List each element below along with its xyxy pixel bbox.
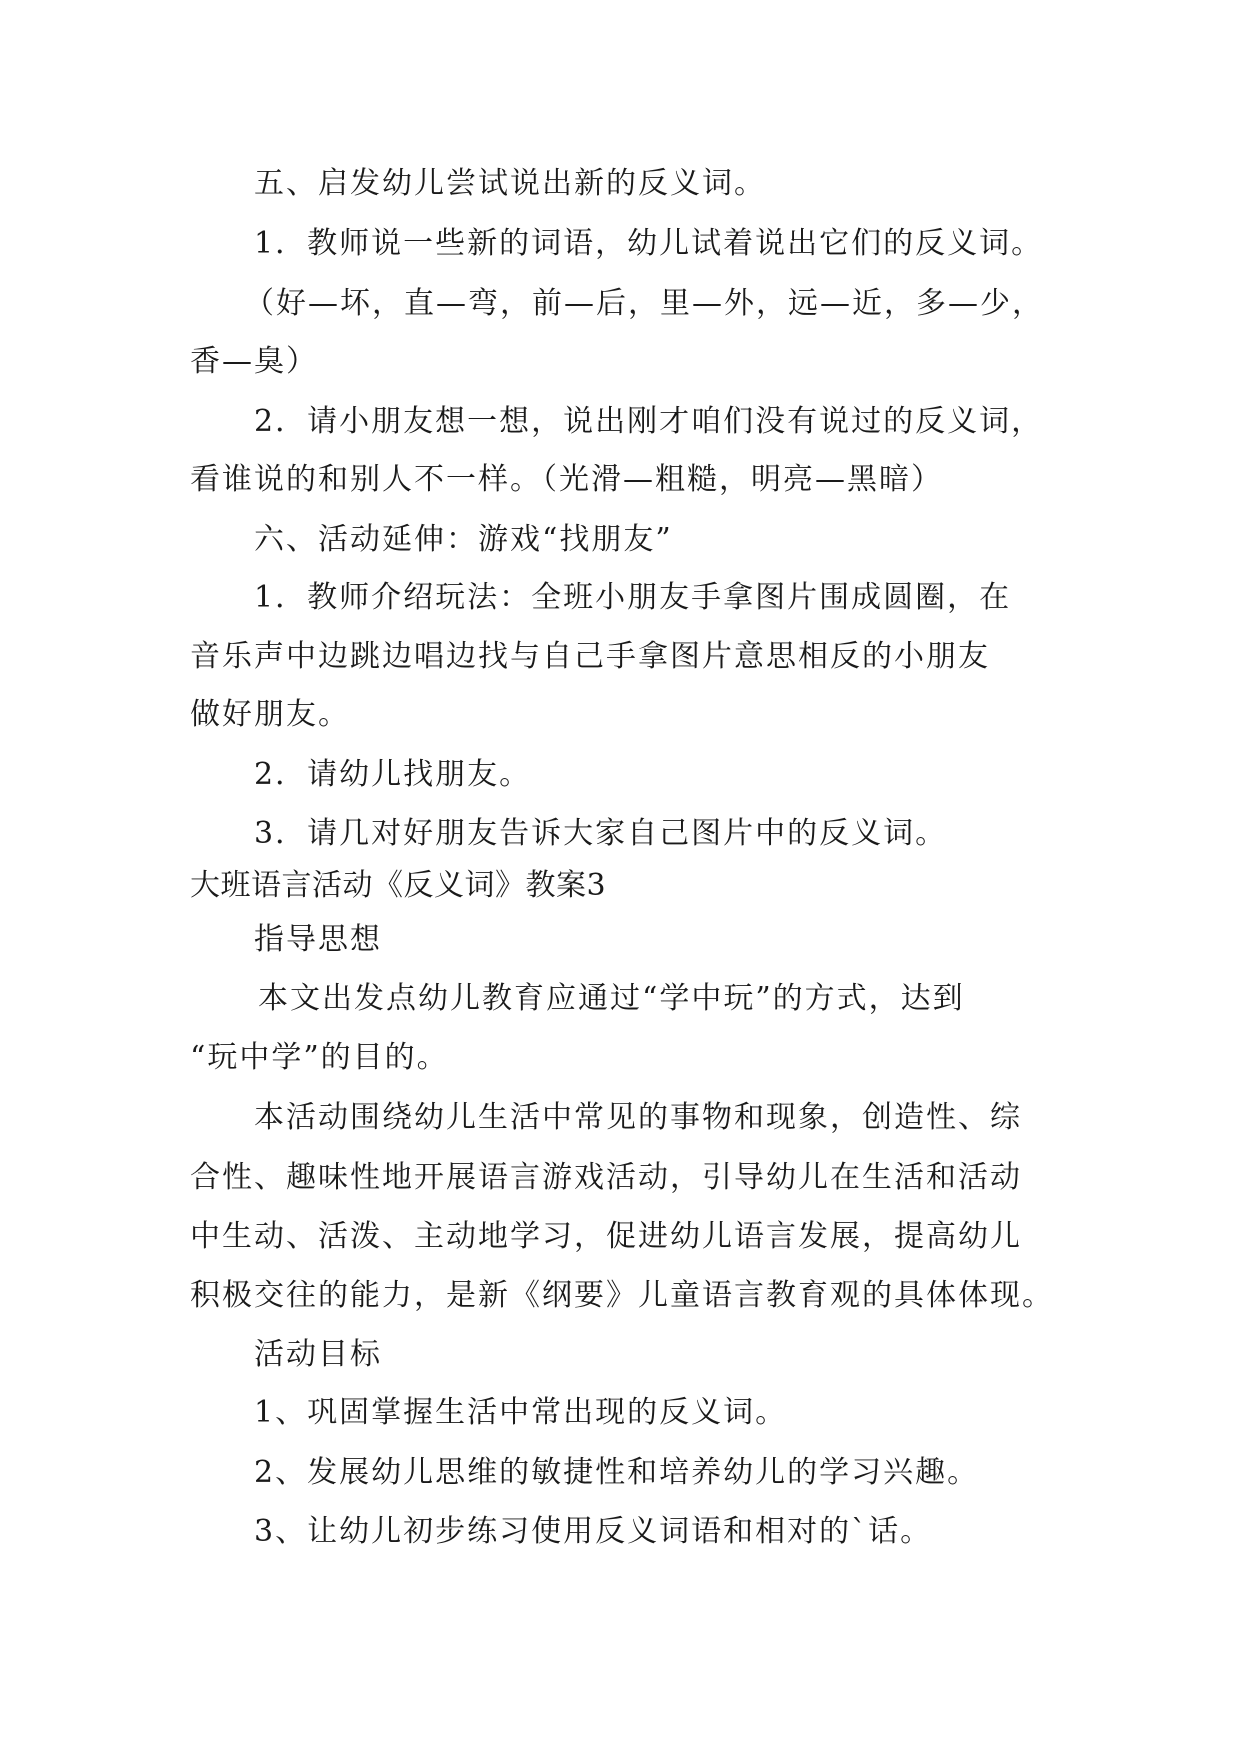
text-line: 2．请幼儿找朋友。 — [254, 757, 532, 792]
text-line: 合性、趣味性地开展语言游戏活动，引导幼儿在生活和活动 — [190, 1160, 1022, 1195]
text-line: 看谁说的和别人不一样。（光滑—粗糙，明亮—黑暗） — [190, 462, 943, 497]
text-line: 1．教师说一些新的词语，幼儿试着说出它们的反义词。 — [254, 226, 1044, 261]
list-item: 3、让幼儿初步练习使用反义词语和相对的`话。 — [254, 1514, 933, 1549]
text-line: 香—臭） — [190, 344, 318, 379]
text-line: （好—坏，直—弯，前—后，里—外，远—近，多—少， — [244, 286, 1044, 321]
text-line: 1．教师介绍玩法：全班小朋友手拿图片围成圆圈，在 — [254, 580, 1012, 615]
text-line: 做好朋友。 — [190, 697, 350, 732]
subheading-guiding-idea: 指导思想 — [254, 922, 382, 957]
list-item: 2、发展幼儿思维的敏捷性和培养幼儿的学习兴趣。 — [254, 1455, 980, 1490]
text-line: 本活动围绕幼儿生活中常见的事物和现象，创造性、综 — [254, 1100, 1022, 1135]
subheading-activity-goals: 活动目标 — [254, 1337, 382, 1372]
text-line: 中生动、活泼、主动地学习，促进幼儿语言发展，提高幼儿 — [190, 1219, 1022, 1254]
list-item: 1、巩固掌握生活中常出现的反义词。 — [254, 1395, 788, 1430]
document-title: 大班语言活动《反义词》教案3 — [190, 868, 607, 903]
text-line: 音乐声中边跳边唱边找与自己手拿图片意思相反的小朋友 — [190, 639, 990, 674]
text-line: 本文出发点幼儿教育应通过“学中玩”的方式，达到 — [258, 981, 965, 1016]
text-line: “玩中学”的目的。 — [190, 1040, 449, 1075]
section-heading-5: 五、启发幼儿尝试说出新的反义词。 — [254, 166, 766, 201]
text-line: 积极交往的能力，是新《纲要》儿童语言教育观的具体体现。 — [190, 1278, 1054, 1313]
text-line: 3．请几对好朋友告诉大家自己图片中的反义词。 — [254, 816, 948, 851]
text-line: 2．请小朋友想一想，说出刚才咱们没有说过的反义词， — [254, 404, 1044, 439]
section-heading-6: 六、活动延伸：游戏“找朋友” — [254, 522, 673, 557]
